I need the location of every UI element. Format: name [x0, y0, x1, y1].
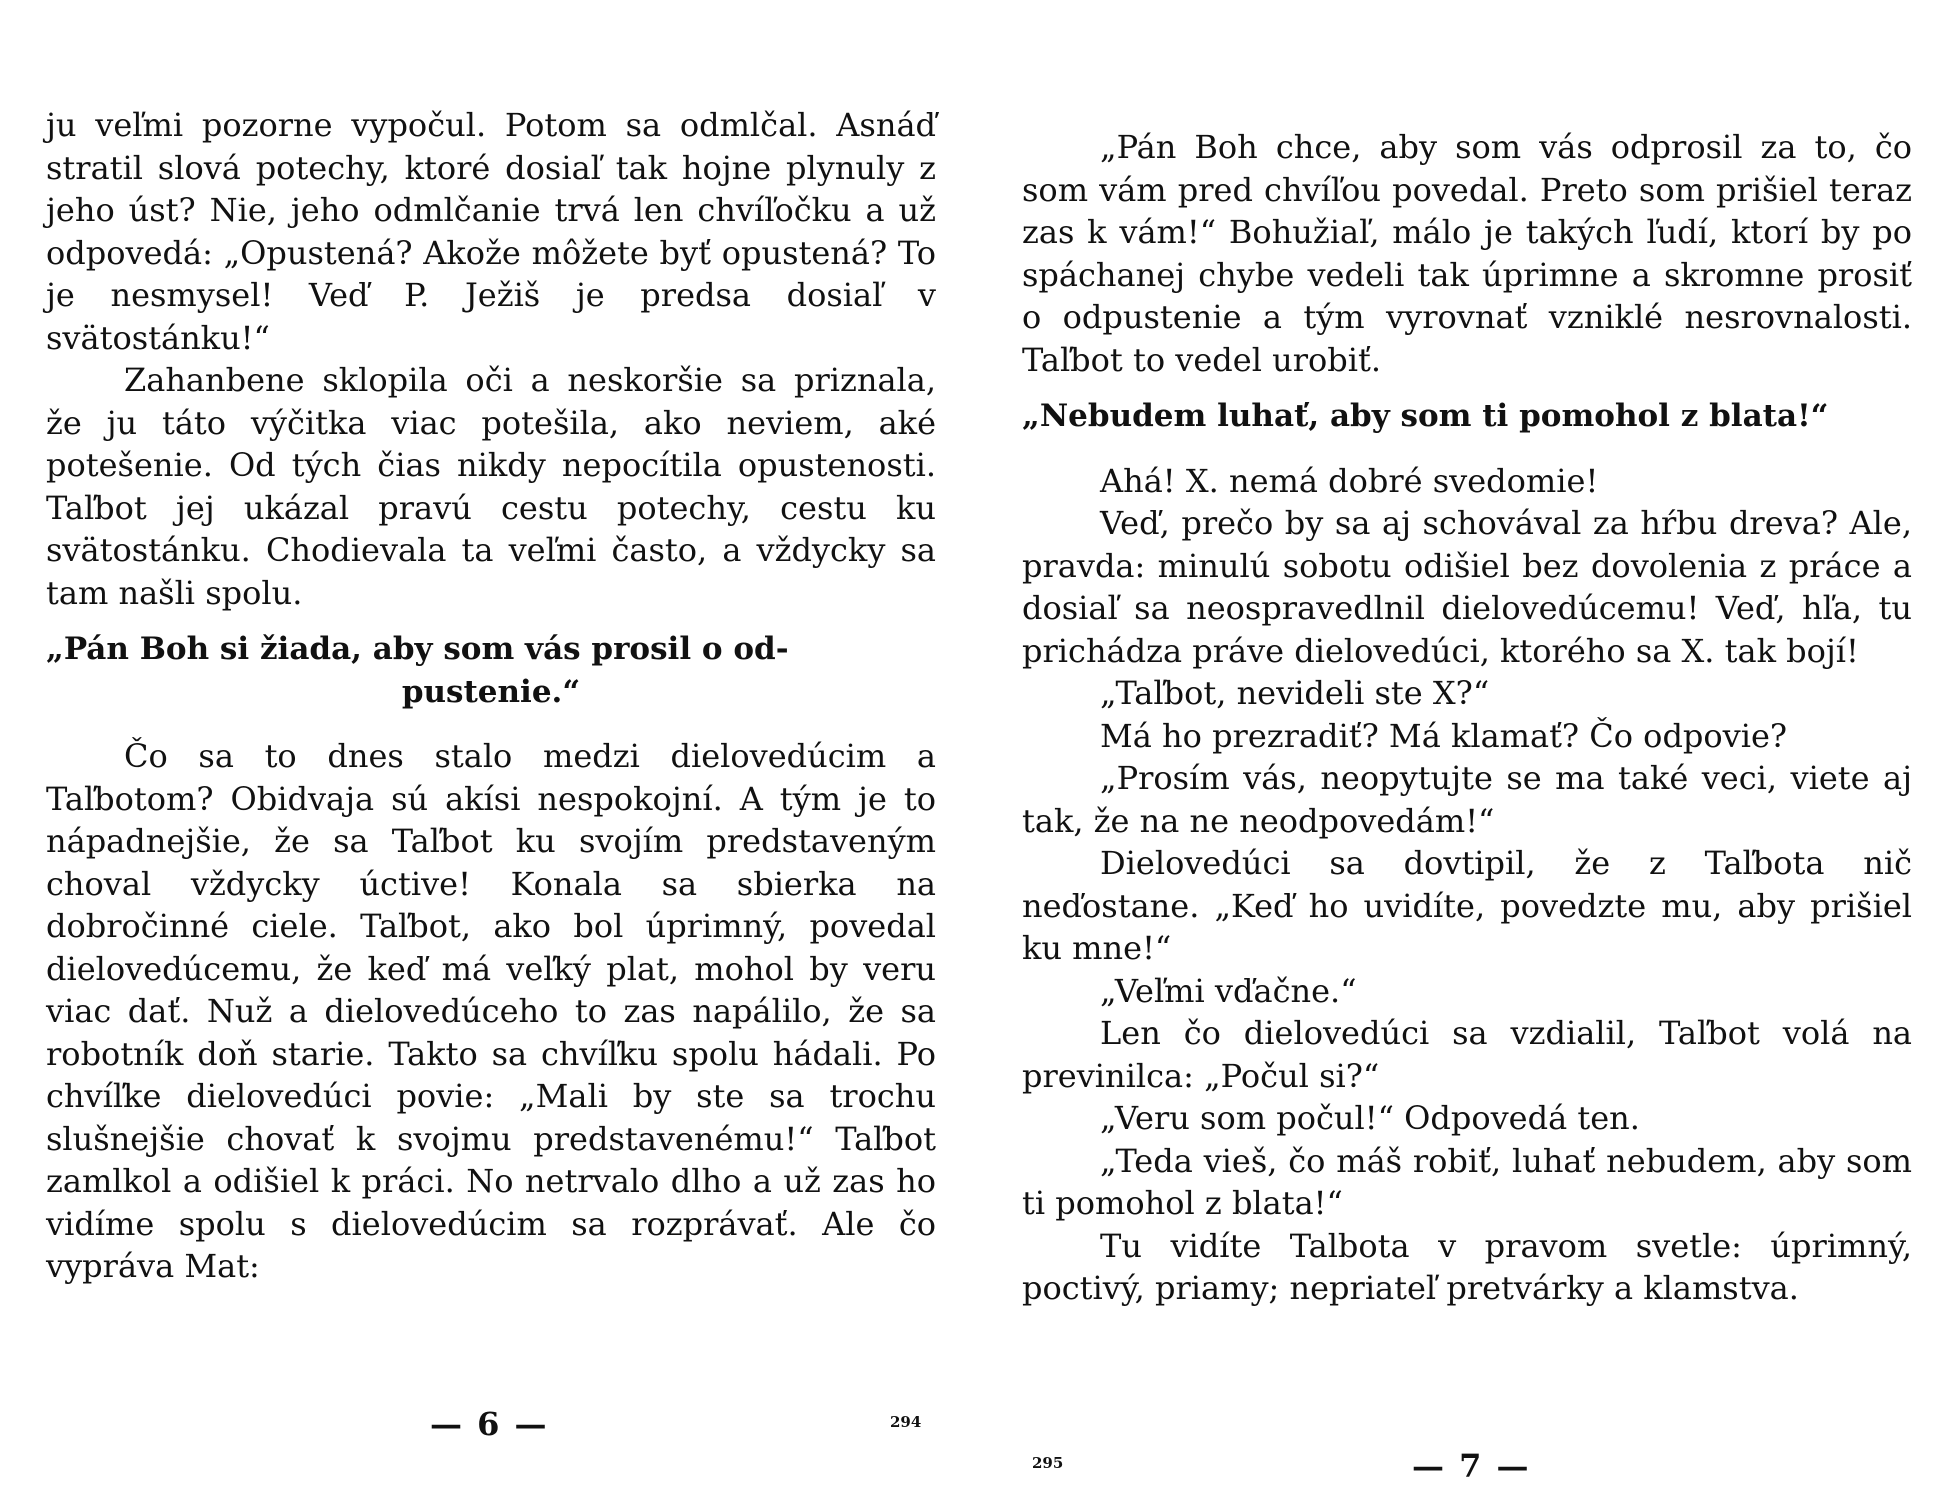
- sheet-number: 295: [1032, 1454, 1064, 1472]
- page-number: — 7 —: [1412, 1447, 1531, 1485]
- paragraph: „Veru som počul!“ Odpovedá ten.: [1100, 1099, 1640, 1137]
- page-number: — 6 —: [430, 1405, 549, 1443]
- section-heading-line1: „Pán Boh si žiada, aby som vás prosil o od-: [46, 631, 789, 667]
- paragraph: Ahá! X. nemá dobré svedomie!: [1100, 461, 1599, 500]
- paragraph: „Taľbot, nevideli ste X?“: [1100, 674, 1490, 712]
- left-page-text: [46, 104, 936, 1288]
- paragraph: Dielovedúci sa dovtipil, že z Taľbota nič neďostane. „Keď ho uvidíte, povedzte mu, aby prišiel ku mne!“: [1022, 844, 1912, 967]
- section-heading: „Nebudem luhať, aby som ti pomohol z blata!“: [1022, 398, 1829, 434]
- paragraph: „Pán Boh chce, aby som vás odprosil za to, čo som vám pred chvíľou povedal. Preto som prišiel teraz zas k vám!“ Bohužiaľ, málo je takých ľudí, ktorí by po spáchanej chybe vedeli tak úprimne a skromne prosiť o odpustenie a tým vyrovnať vzniklé nesrovnalosti. Taľbot to vedel urobiť.: [1022, 128, 1912, 379]
- paragraph: „Prosím vás, neopytujte se ma také veci, viete aj tak, že na ne neodpovedám!“: [1022, 759, 1912, 840]
- right-page-text: [1022, 126, 1912, 1310]
- paragraph: „Teda vieš, čo máš robiť, luhať nebudem, aby som ti pomohol z blata!“: [1022, 1141, 1912, 1222]
- section-heading-line2: pustenie.“: [401, 673, 581, 710]
- section-heading: [46, 628, 936, 713]
- paragraph: Má ho prezradiť? Má klamať? Čo odpovie?: [1100, 716, 1788, 755]
- sheet-number: 294: [890, 1413, 922, 1431]
- paragraph: Čo sa to dnes stalo medzi dielovedúcim a Taľbotom? Obidvaja sú akísi nespokojní. A tým je to nápadnejšie, že sa Taľbot ku svojím predstaveným choval vždycky úctive! Konala sa sbierka na dobročinné ciele. Taľbot, ako bol úprimný, povedal dielovedúcemu, že keď má veľký plat, mohol by veru viac dať. Nuž a dielovedúceho to zas napálilo, že sa robotník doň starie. Takto sa chvíľku spolu hádali. Po chvíľke dielovedúci povie: „Mali by ste sa trochu slušnejšie chovať k svojmu predstavenému!“ Taľbot zamlkol a odišiel k práci. No netrvalo dlho a už zas ho vidíme spolu s dielovedúcim sa rozprávať. Ale čo vyprávа Mat:: [46, 737, 936, 1285]
- paragraph: Zahanbene sklopila oči a neskoršie sa priznala, že ju táto výčitka viac potešila, ako neviem, aké potešenie. Od tých čias nikdy nepocítila opustenosti. Taľbot jej ukázal pravú cestu potechy, cestu ku svätostánku. Chodievala ta veľmi často, a vždycky sa tam našli spolu.: [46, 361, 936, 612]
- paragraph: „Veľmi vďačne.“: [1100, 971, 1357, 1010]
- right-page: [972, 0, 1944, 1500]
- paragraph: ju veľmi pozorne vypočul. Potom sa odmlčal. Asnáď stratil slová potechy, ktoré dosiaľ tak hojne plynuly z jeho úst? Nie, jeho odmlčanie trvá len chvíľočku a už odpovedá: „Opustená? Akože môžete byť opustená? To je nesmysel! Veď P. Ježiš je predsa dosiaľ v svätostánku!“: [46, 106, 936, 357]
- paragraph: Len čo dielovedúci sa vzdialil, Taľbot volá na previnilca: „Počul si?“: [1022, 1014, 1912, 1095]
- paragraph: Tu vidíte Talbota v pravom svetle: úprimný, poctivý, priamy; nepriateľ pretvárky a klamstva.: [1022, 1226, 1912, 1307]
- paragraph: Veď, prečo by sa aj schovával za hŕbu dreva? Ale, pravda: minulú sobotu odišiel bez dovolenia z práce a dosiaľ sa neospravedlnil dielovedúcemu! Veď, hľa, tu prichádza práve dielovedúci, ktorého sa X. tak bojí!: [1022, 504, 1912, 670]
